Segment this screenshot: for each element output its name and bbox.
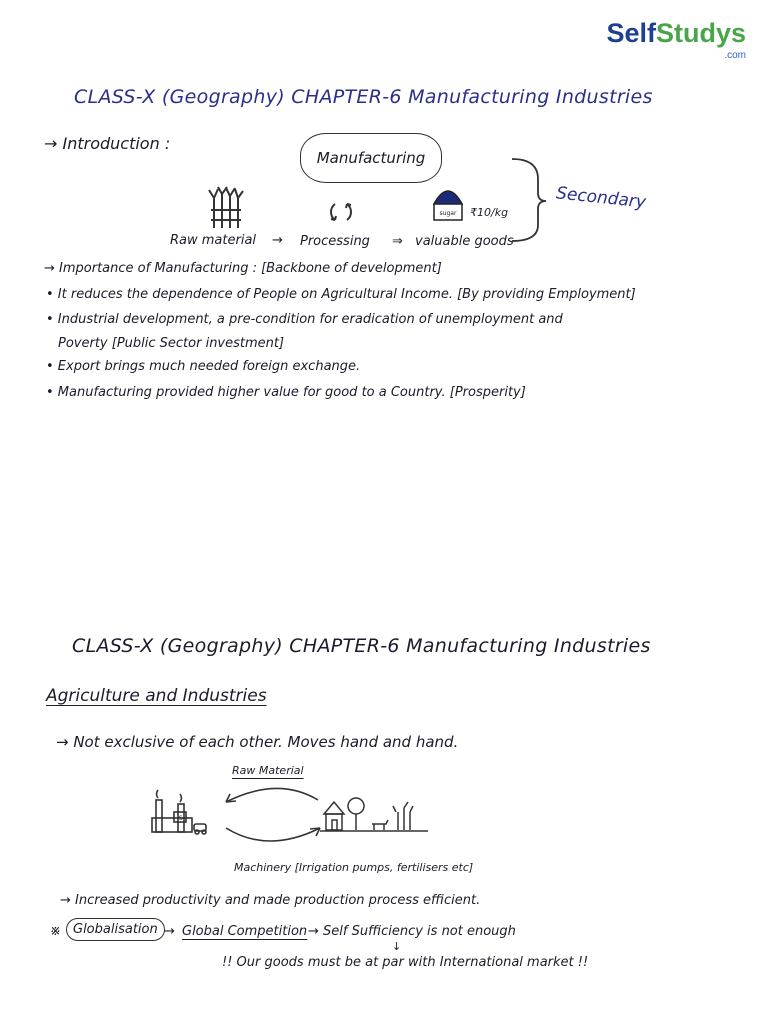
secondary-label: Secondary (555, 183, 647, 213)
point-2-continued: Poverty [Public Sector investment] (58, 336, 285, 351)
point-3: • Export brings much needed foreign exchange. (46, 359, 361, 374)
flow-arrow-1: → (272, 233, 283, 248)
point-2: • Industrial development, a pre-condition for eradication of unemployment and (46, 312, 563, 327)
selfstudys-logo (606, 20, 746, 47)
manufacturing-cloud (300, 133, 442, 183)
machinery-label: Machinery [Irrigation pumps, fertilisers etc] (234, 861, 474, 874)
raw-material-label: Raw Material (232, 764, 304, 777)
page1-title: CLASS-X (Geography) CHAPTER-6 Manufacturing Industries (74, 86, 653, 108)
globalisation-arrow: → (164, 924, 175, 939)
processing-cycle-icon (327, 198, 355, 226)
logo-domain: .com (724, 50, 746, 61)
down-arrow: ↓ (392, 940, 402, 953)
increased-productivity-line: → Increased productivity and made production process efficient. (60, 893, 481, 908)
bracket-icon (508, 155, 548, 245)
logo-self: Self (606, 18, 656, 48)
sugarcane-icon (208, 186, 244, 230)
page2-title: CLASS-X (Geography) CHAPTER-6 Manufacturing Industries (72, 635, 651, 657)
flow-valuable-goods: valuable goods (415, 234, 514, 249)
exchange-arrows-icon (218, 780, 328, 850)
introduction-heading: → Introduction : (44, 134, 171, 153)
svg-text:IS: IS (177, 815, 183, 822)
point-1: • It reduces the dependence of People on Agricultural Income. [By providing Employment] (46, 287, 636, 302)
importance-line: → Importance of Manufacturing : [Backbone of development] (44, 261, 442, 276)
weight-label: ₹10/kg (470, 206, 509, 219)
flow-raw-material: Raw material (170, 233, 257, 248)
globalisation-star: ※ (50, 924, 61, 939)
agriculture-industries-heading: Agriculture and Industries (46, 686, 267, 706)
point-4: • Manufacturing provided higher value for good to a Country. [Prosperity] (46, 385, 526, 400)
par-line: !! Our goods must be at par with International market !! (222, 955, 589, 970)
factory-icon (150, 786, 210, 836)
globalisation-label: Globalisation (66, 918, 165, 941)
sugar-bag-icon (430, 182, 466, 226)
farm-icon (320, 792, 430, 836)
not-exclusive-line: → Not exclusive of each other. Moves hand and hand. (56, 733, 459, 751)
flow-arrow-2: ⇒ (392, 234, 403, 249)
global-competition-label: Global Competition (182, 924, 308, 939)
flow-processing: Processing (300, 234, 370, 249)
svg-text:sugar: sugar (439, 210, 457, 217)
cloud-label: Manufacturing (316, 149, 426, 167)
logo-studys: Studys (655, 18, 746, 48)
self-sufficiency-line: → Self Sufficiency is not enough (308, 924, 516, 939)
